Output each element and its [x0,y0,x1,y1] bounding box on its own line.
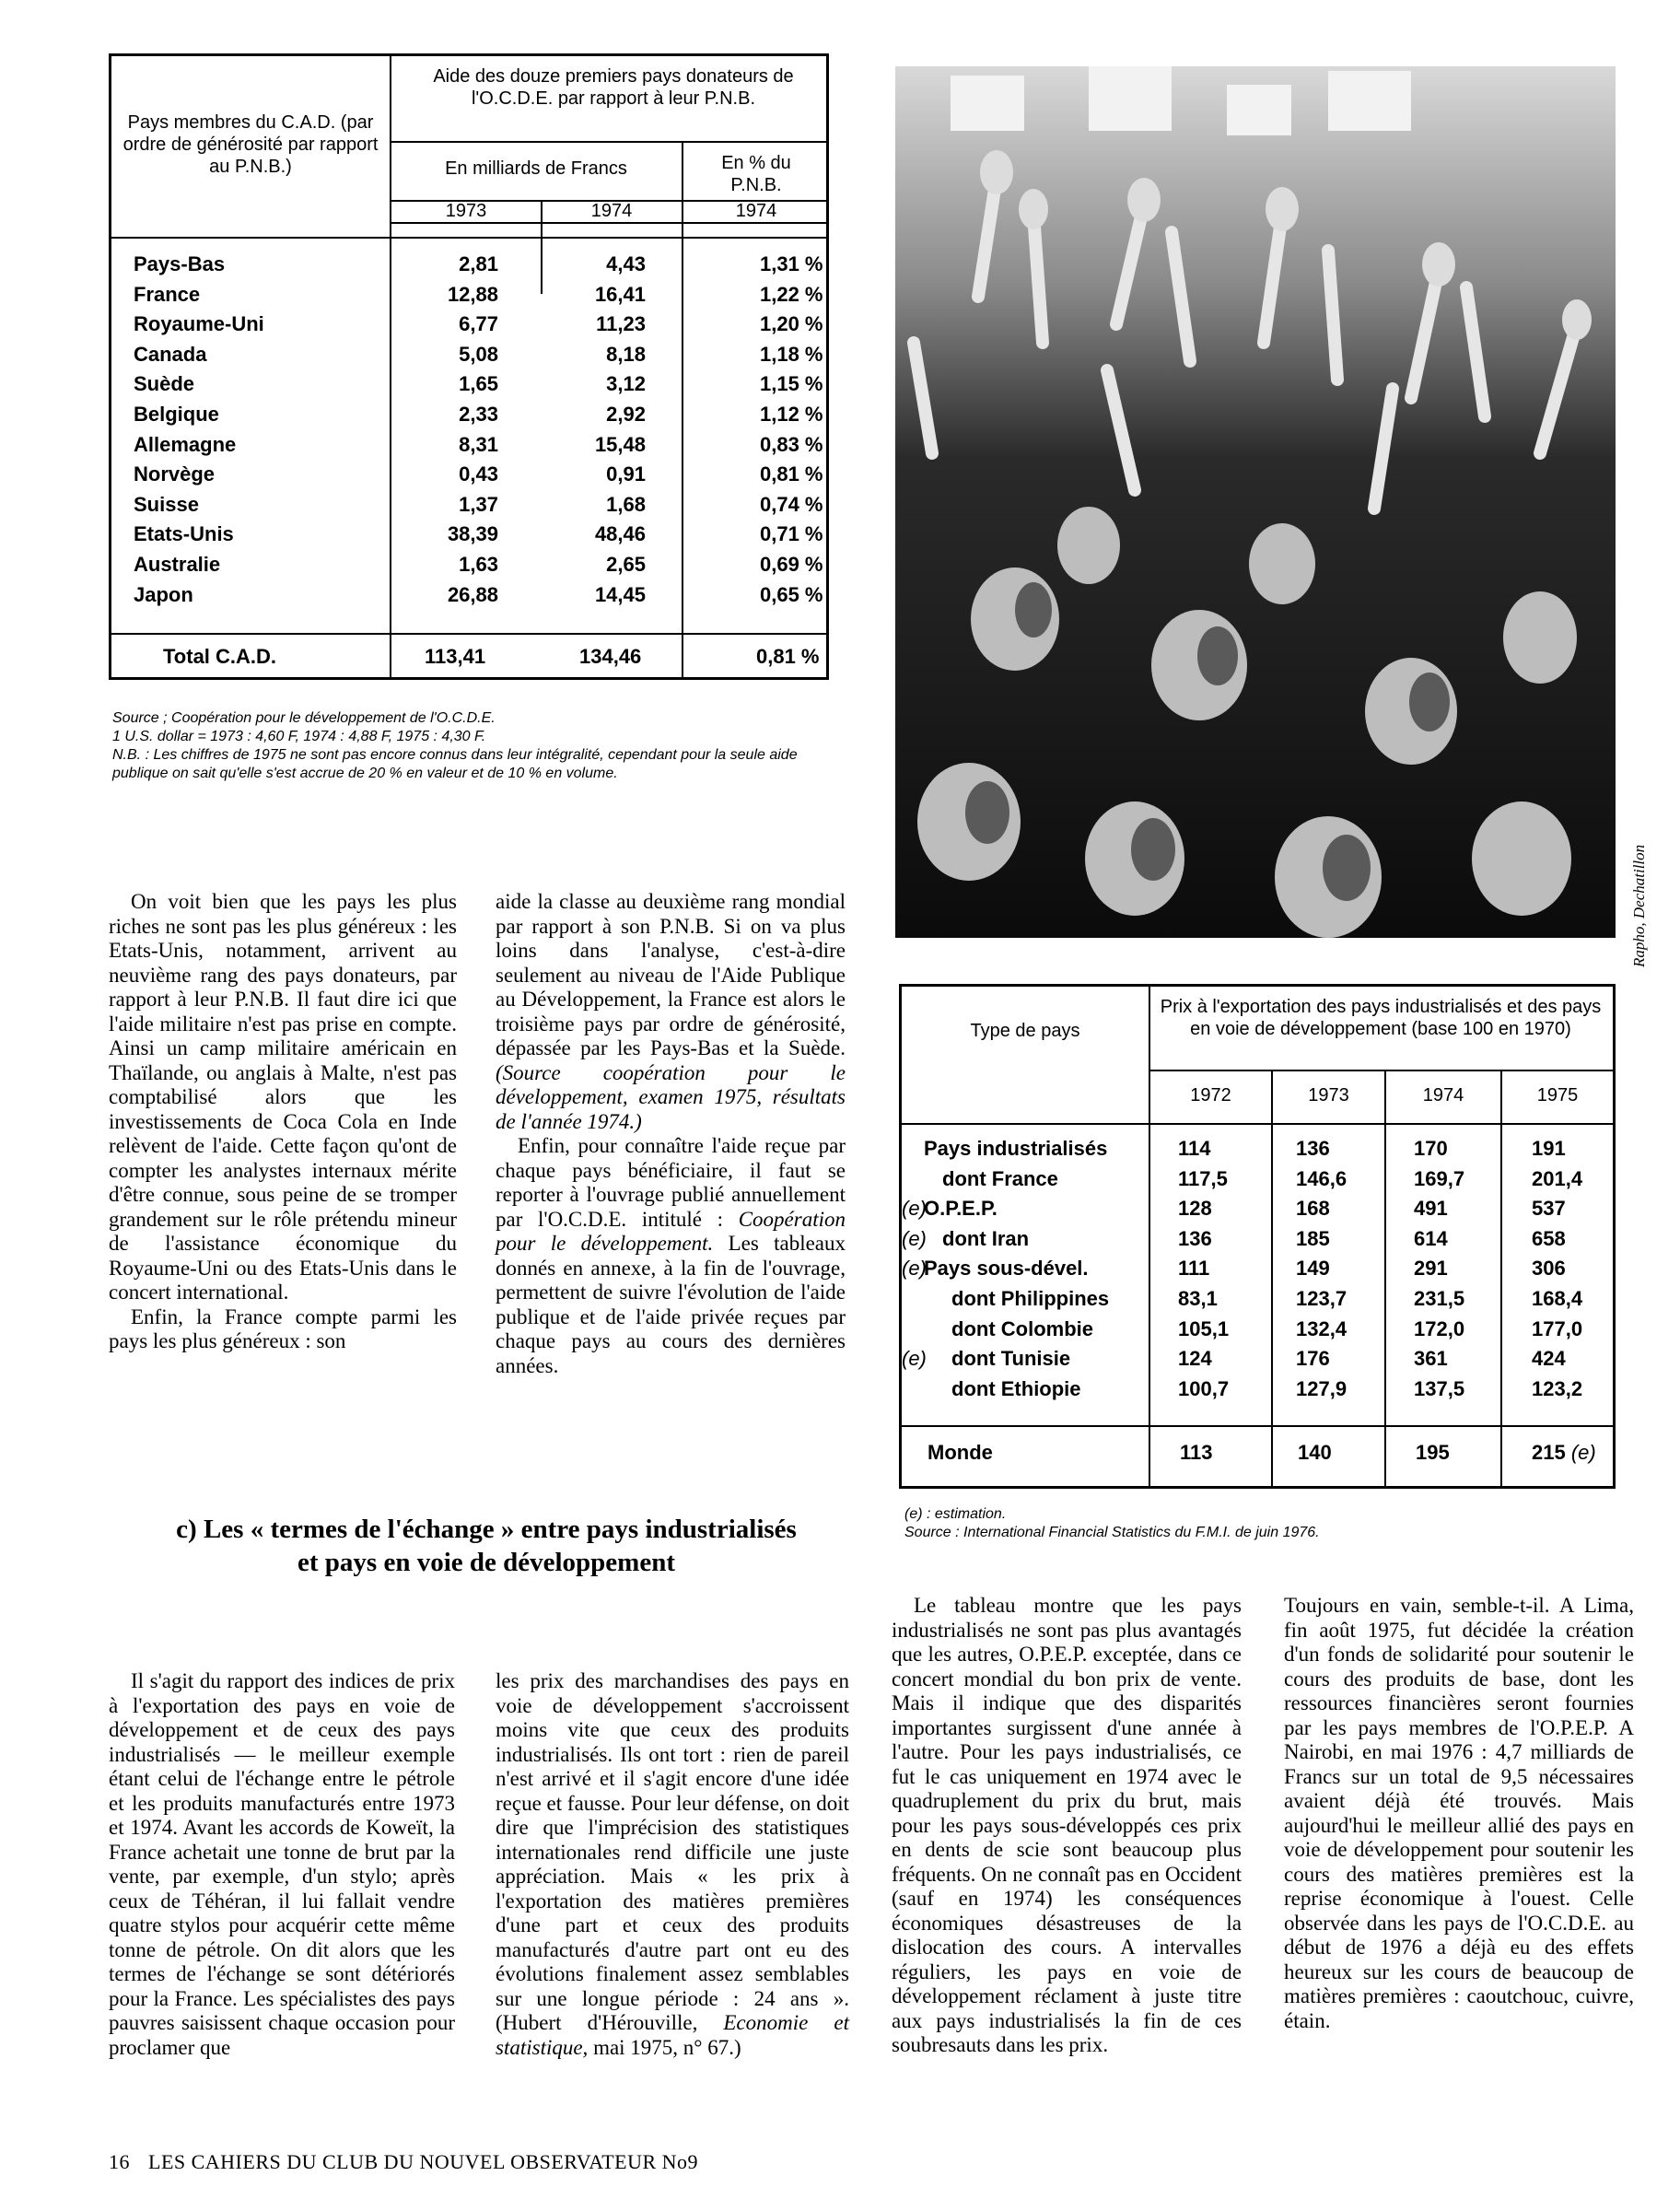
aid-table [109,53,829,680]
note-nb: N.B. : Les chiffres de 1975 ne sont pas encore connus dans leur intégralité, cependant pour la seule aide publique on sait qu'elle s'est accrue de 20 % en valeur et de 10 % en volume. [112,747,798,781]
table-row [902,1164,1613,1195]
value-1972: 100,7 [1178,1376,1230,1400]
table-row [902,1224,1613,1255]
table-row [902,1194,1613,1224]
value-1974: 8,18 [606,342,646,366]
value-1974: 48,46 [594,522,646,546]
country-name: Pays-Bas [134,252,226,275]
value-1972: 136 [1178,1226,1212,1250]
table-row [111,280,826,310]
page-footer [109,2150,1214,2174]
header-billions: En milliards de Francs [445,158,627,179]
value-1974: 2,65 [606,553,646,576]
note-estimation: (e) : estimation. [904,1506,1007,1522]
country-name: Norvège [134,462,216,486]
type-label: dont Tunisie [951,1347,1071,1371]
value-pct: 0,83 % [760,432,823,456]
total-label: Monde [928,1441,993,1464]
header-year-1974: 1974 [1422,1085,1464,1106]
country-name: Australie [134,553,221,576]
country-name: Japon [134,582,193,606]
table-row [902,1375,1613,1405]
table-row [902,1254,1613,1284]
section-title-line-1: c) Les « termes de l'échange » entre pays industrialisés [176,1515,797,1544]
table-row [111,460,826,490]
value-pct: 1,18 % [760,342,823,366]
country-name: Etats-Unis [134,522,234,546]
value-1974: 11,23 [596,312,646,336]
estimation-mark: (e) [902,1197,927,1221]
value-1972: 117,5 [1178,1166,1228,1190]
value-1974: 0,91 [606,462,646,486]
note-source: Source : International Financial Statistics du F.M.I. de juin 1976. [904,1525,1320,1540]
header-countries: Pays membres du C.A.D. (par ordre de générosité par rapport au P.N.B.) [122,112,379,177]
value-1975: 168,4 [1532,1287,1583,1310]
section-c-title [109,1513,864,1579]
aid-table-body [111,250,826,618]
type-label: dont Ethiopie [951,1376,1081,1400]
section-c-column-2 [496,1669,849,2060]
value-1972: 111 [1178,1257,1210,1281]
note-exchange-rate: 1 U.S. dollar = 1973 : 4,60 F, 1974 : 4,88 F, 1975 : 4,30 F. [112,729,486,744]
header-export-prices: Prix à l'exportation des pays industrialisés et des pays en voie de développement (base 100 en 1970) [1160,997,1602,1039]
header-type: Type de pays [970,1021,1080,1041]
value-1975: 123,2 [1532,1376,1583,1400]
total-label: Total C.A.D. [163,645,277,668]
value-pct: 0,65 % [760,582,823,606]
value-1974: 137,5 [1414,1376,1465,1400]
type-label: dont Colombie [951,1316,1093,1340]
total-1974: 134,46 [579,645,642,668]
value-pct: 0,71 % [760,522,823,546]
value-1974: 491 [1414,1197,1448,1221]
value-1975: 537 [1532,1197,1566,1221]
total-1974: 195 [1416,1441,1450,1464]
value-1973: 132,4 [1296,1316,1348,1340]
value-1973: 185 [1296,1226,1330,1250]
value-pct: 1,15 % [760,372,823,396]
value-1975: 306 [1532,1257,1566,1281]
header-year-1974: 1974 [590,201,633,221]
table-row [111,340,826,370]
total-1972: 113 [1180,1441,1213,1464]
total-pct: 0,81 % [756,645,820,668]
country-name: Suisse [134,492,199,516]
table-row [111,430,826,461]
photo-credit-text: Rapho, Dechatillon [1630,844,1648,967]
estimation-mark: (e) [902,1226,927,1250]
table-row [111,369,826,400]
header-year-1975: 1975 [1536,1085,1579,1106]
export-price-table-body [902,1134,1613,1410]
value-pct: 1,22 % [760,282,823,306]
value-1974: 14,45 [594,582,646,606]
value-1973: 123,7 [1296,1287,1348,1310]
value-1975: 191 [1532,1137,1566,1160]
value-1975: 424 [1532,1347,1566,1371]
article-a-column-1 [109,890,457,1354]
paragraph: Toujours en vain, semble-t-il. A Lima, fin août 1975, fut décidée la création d'un fonds de solidarité pour soutenir le cours des produits de base, dont les ressources financières seront fournies par les pays membres de l'O.P.E.P. A Nairobi, en mai 1976 : 4,7 milliards de Francs sur un total de 9,5 nécessaires avaient déjà été trouvés. Mais aujourd'hui le meilleur allié des pays en voie de développement pour soutenir les cours des matières premières est la reprise économique à l'ouest. Celle observée dans les pays de l'O.C.D.E. au début de 1976 a déjà eu des effets heureux sur les cours de beaucoup de matières premières : caoutchouc, cuivre, étain. [1284,1594,1634,2032]
value-1973: 136 [1296,1137,1330,1160]
value-1975: 201,4 [1532,1166,1583,1190]
paragraph: Le tableau montre que les pays industrialisés ne sont pas plus avantagés que les autres, O.P.E.P. exceptée, dans ce concert mondial du bon prix de vente. Mais il indique que des disparités importantes surgissent d'une année à l'autre. Pour les pays industrialisés, ce fut le cas uniquement en 1974 avec le quadruplement du prix du brut, mais pour les pays sous-développés ces prix en dents de scie sont beaucoup plus fréquents. On ne connaît pas en Occident (sauf en 1974) les conséquences économiques désastreuses de la dislocation des cours. A intervalles réguliers, les pays en voie de développement réclament à juste titre aux pays industrialisés la fin de ces soubresauts dans les prix. [892,1594,1242,2056]
value-1973: 149 [1296,1257,1330,1281]
header-year-pct: 1974 [735,201,777,221]
table-row [902,1284,1613,1315]
crowd-photo [895,66,1616,938]
table-row [902,1315,1613,1345]
table-row [111,490,826,521]
value-pct: 0,81 % [760,462,823,486]
publication-name: LES CAHIERS DU CLUB DU NOUVEL OBSERVATEUR No9 [148,2150,699,2173]
value-1974: 2,92 [606,403,646,426]
country-name: Canada [134,342,207,366]
value-1973: 6,77 [459,312,498,336]
total-1975: 215 (e) [1532,1441,1596,1464]
paragraph: Enfin, la France compte parmi les pays les plus généreux : son [109,1304,457,1352]
section-c-column-4 [1284,1594,1634,2033]
export-table-notes [904,1505,1623,1542]
value-1973: 8,31 [459,432,498,456]
paragraph: aide la classe au deuxième rang mondial par rapport à son P.N.B. Si on va plus loins dans l'analyse, c'est-à-dire seulement au niveau de l'Aide Publique au Développement, la France est alors le troisième pays par ordre de générosité, dépassée par les Pays-Bas et la Suède. (Source coopération pour le développement, examen 1975, résultats de l'année 1974.) [496,890,846,1133]
paragraph: On voit bien que les pays les plus riches ne sont pas les plus généreux : les Etats-Unis, notamment, arrivent au neuvième rang des pays donateurs, par rapport à leur P.N.B. Il faut dire ici que l'aide militaire n'est pas prise en compte. Ainsi un camp militaire américain en Thaïlande, ou anglais à Malte, n'est pas comptabilisé alors que les investissements de Coca Cola en Inde relèvent de l'aide. Cette façon qu'ont de compter les analystes internaux mérite d'être connue, sous peine de se tromper grandement sur le rôle prétendu mineur de l'assistance économique du Royaume-Uni ou des Etats-Unis dans le concert international. [109,890,457,1304]
total-1973: 140 [1298,1441,1332,1464]
type-label: O.P.E.P. [924,1197,998,1221]
header-year-1973: 1973 [445,201,487,221]
value-1973: 0,43 [459,462,498,486]
country-name: Royaume-Uni [134,312,264,336]
section-title-line-2: et pays en voie de développement [298,1548,675,1577]
value-pct: 0,69 % [760,553,823,576]
value-pct: 1,31 % [760,252,823,275]
value-1974: 15,48 [594,432,646,456]
note-source: Source ; Coopération pour le développement de l'O.C.D.E. [112,710,496,726]
section-c-column-1 [109,1669,455,2060]
value-1973: 146,6 [1296,1166,1348,1190]
aid-table-notes [112,709,840,783]
paragraph: les prix des marchandises des pays en voie de développement s'accroissent moins vite que ceux des produits industrialisés. Ils ont tort : rien de pareil n'est arrivé et il s'agit encore d'une idée reçue et fausse. Pour leur défense, on doit dire que l'imprécision des statistiques internationales rend difficile une juste appréciation. Mais « les prix à l'exportation des matières premières d'une part et ceux des produits manufacturés d'autre part ont eu des évolutions finalement assez semblables sur une longue période : 24 ans ». (Hubert d'Hérouville, Economie et statistique, mai 1975, n° 67.) [496,1669,849,2059]
type-label: Pays industrialisés [924,1137,1108,1160]
value-1973: 26,88 [447,582,498,606]
value-1974: 291 [1414,1257,1448,1281]
value-1973: 38,39 [447,522,498,546]
table-row [111,400,826,430]
value-1974: 614 [1414,1226,1448,1250]
value-1973: 5,08 [459,342,498,366]
paragraph: Il s'agit du rapport des indices de prix à l'exportation des pays en voie de développement et de ceux des pays industrialisés — le meilleur exemple étant celui de l'échange entre le pétrole et les produits manufacturés entre 1973 et 1974. Avant les accords de Koweït, la France achetait une tonne de brut par la vente, par exemple, d'un stylo; après ceux de Téhéran, il lui fallait vendre quatre stylos pour acquérir cette même tonne de pétrole. On dit alors que les termes de l'échange se sont détériorés pour la France. Les spécialistes des pays pauvres saisissent chaque occasion pour proclamer que [109,1669,455,2059]
header-aid-group: Aide des douze premiers pays donateurs de l'O.C.D.E. par rapport à leur P.N.B. [433,66,794,109]
country-name: Allemagne [134,432,237,456]
crowd-photo-image [895,66,1616,938]
header-year-1973: 1973 [1308,1085,1349,1106]
value-1974: 172,0 [1414,1316,1465,1340]
section-c-column-3 [892,1594,1242,2058]
value-1974: 3,12 [606,372,646,396]
article-a-column-2 [496,890,846,1378]
table-row [111,550,826,580]
value-pct: 1,20 % [760,312,823,336]
value-1972: 114 [1178,1137,1211,1160]
value-1974: 170 [1414,1137,1448,1160]
type-label: Pays sous-dével. [924,1257,1089,1281]
value-1973: 168 [1296,1197,1330,1221]
photo-credit [1630,755,1652,967]
export-price-total-row [902,1438,1613,1468]
value-1974: 1,68 [606,492,646,516]
header-year-1972: 1972 [1190,1085,1231,1106]
type-label: dont Iran [942,1226,1030,1250]
value-1974: 4,43 [606,252,646,275]
table-row [902,1134,1613,1164]
value-1973: 1,37 [459,492,498,516]
page-number: 16 [109,2150,130,2173]
table-row [111,310,826,340]
value-1973: 176 [1296,1347,1330,1371]
header-percent: En % du P.N.B. [721,153,791,195]
country-name: France [134,282,201,306]
value-1974: 361 [1414,1347,1448,1371]
value-1972: 124 [1178,1347,1212,1371]
type-label: dont France [942,1166,1058,1190]
value-1974: 169,7 [1414,1166,1465,1190]
paragraph: Enfin, pour connaître l'aide reçue par chaque pays bénéficiaire, il faut se reporter à l'ouvrage publié annuellement par l'O.C.D.E. intitulé : Coopération pour le développement. Les tableaux donnés en annexe, à la fin de l'ouvrage, permettent de suivre l'évolution de l'aide publique et de l'aide privée reçues par chaque pays au cours des dernières années. [496,1134,846,1377]
table-row [111,520,826,550]
value-1973: 2,33 [459,403,498,426]
aid-table-total-row [111,642,826,673]
export-price-table [899,984,1616,1489]
country-name: Suède [134,372,195,396]
table-row [111,250,826,280]
country-name: Belgique [134,403,219,426]
value-1973: 127,9 [1296,1376,1348,1400]
value-1973: 1,63 [459,553,498,576]
table-row [111,580,826,611]
estimation-mark: (e) [902,1257,927,1281]
value-1974: 231,5 [1414,1287,1465,1310]
value-pct: 1,12 % [760,403,823,426]
value-1972: 128 [1178,1197,1212,1221]
table-row [902,1344,1613,1375]
value-1974: 16,41 [594,282,646,306]
type-label: dont Philippines [951,1287,1110,1310]
estimation-mark: (e) [902,1347,927,1371]
value-1973: 2,81 [459,252,498,275]
total-1973: 113,41 [425,645,486,668]
value-1972: 83,1 [1178,1287,1218,1310]
value-1972: 105,1 [1178,1316,1230,1340]
value-1973: 1,65 [459,372,498,396]
value-1973: 12,88 [447,282,498,306]
value-pct: 0,74 % [760,492,823,516]
value-1975: 658 [1532,1226,1566,1250]
value-1975: 177,0 [1532,1316,1583,1340]
